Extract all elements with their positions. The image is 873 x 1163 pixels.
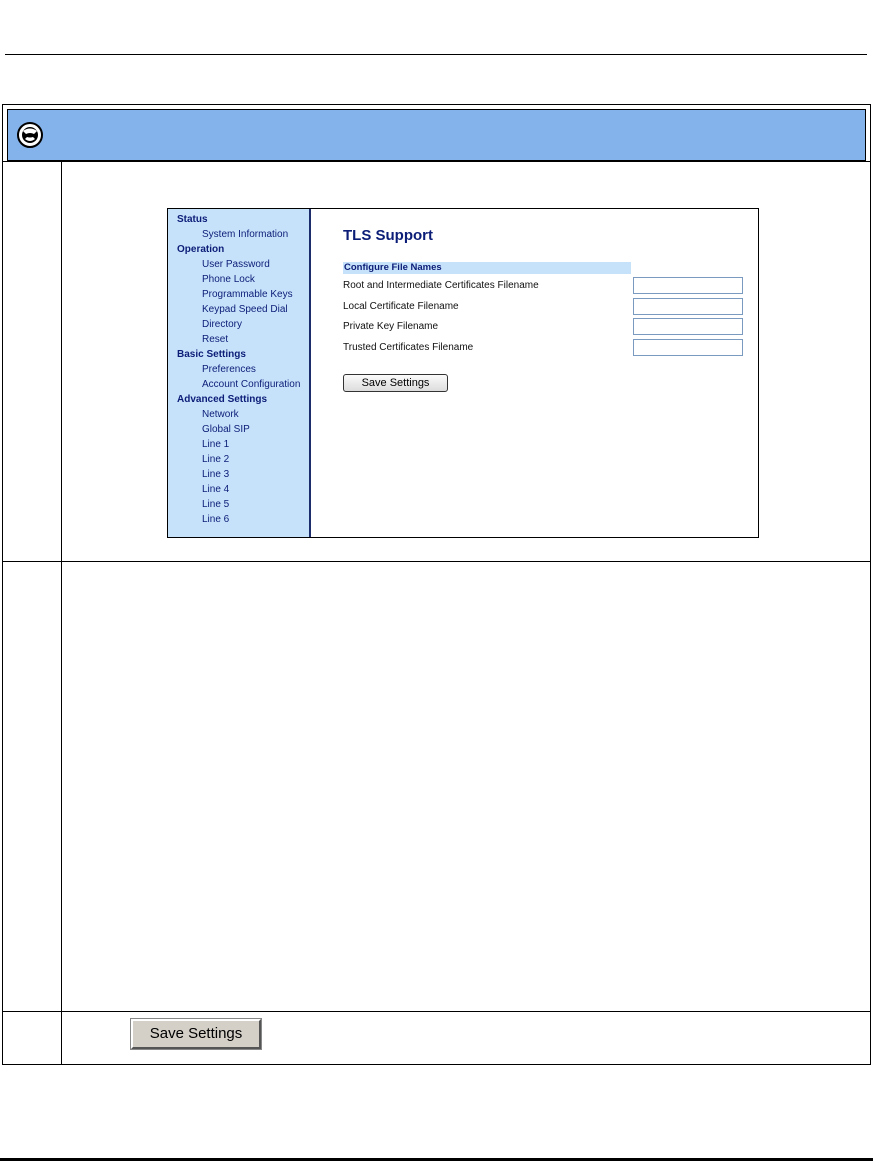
sidebar-nav	[168, 209, 311, 537]
field-label: Root and Intermediate Certificates Filename	[343, 280, 539, 291]
nav-link[interactable]: Line 4	[202, 484, 230, 495]
page-title: TLS Support	[343, 227, 433, 244]
nav-group-label: Status	[177, 214, 208, 225]
row-divider	[3, 1011, 870, 1012]
nav-link[interactable]: Preferences	[202, 364, 256, 375]
nav-link[interactable]: Line 2	[202, 454, 230, 465]
row-divider	[3, 161, 870, 162]
filename-input[interactable]	[633, 339, 743, 356]
field-label: Private Key Filename	[343, 321, 439, 332]
table-header-band	[7, 109, 866, 161]
nav-group-label: Basic Settings	[177, 349, 246, 360]
footer-rule	[0, 1158, 873, 1161]
nav-link[interactable]: Account Configuration	[202, 379, 301, 390]
nav-link[interactable]: Directory	[202, 319, 243, 330]
nav-link[interactable]: Line 3	[202, 469, 230, 480]
tls-support-screenshot	[167, 208, 759, 538]
filename-input[interactable]	[633, 277, 743, 294]
procedure-table	[2, 104, 871, 1065]
globe-phone-icon	[17, 122, 43, 148]
nav-link[interactable]: System Information	[202, 229, 289, 240]
row-divider	[3, 561, 870, 562]
nav-link[interactable]: Keypad Speed Dial	[202, 304, 288, 315]
nav-link[interactable]: Global SIP	[202, 424, 250, 435]
section-title: Configure File Names	[343, 262, 631, 274]
filename-input[interactable]	[633, 318, 743, 335]
nav-link[interactable]: Line 6	[202, 514, 230, 525]
nav-link[interactable]: Network	[202, 409, 239, 420]
nav-group-label: Operation	[177, 244, 225, 255]
filename-input[interactable]	[633, 298, 743, 315]
step-save-settings-button[interactable]: Save Settings	[131, 1019, 261, 1049]
step-column-divider	[61, 161, 62, 1064]
save-settings-button[interactable]: Save Settings	[343, 374, 448, 392]
nav-link[interactable]: User Password	[202, 259, 270, 270]
nav-link[interactable]: Line 1	[202, 439, 230, 450]
nav-link[interactable]: Phone Lock	[202, 274, 255, 285]
nav-link[interactable]: Programmable Keys	[202, 289, 293, 300]
tls-content-pane	[313, 209, 758, 537]
nav-group-label: Advanced Settings	[177, 394, 268, 405]
field-label: Trusted Certificates Filename	[343, 342, 474, 353]
field-label: Local Certificate Filename	[343, 301, 459, 312]
nav-link[interactable]: Reset	[202, 334, 229, 345]
header-rule	[5, 54, 867, 55]
nav-link[interactable]: Line 5	[202, 499, 230, 510]
